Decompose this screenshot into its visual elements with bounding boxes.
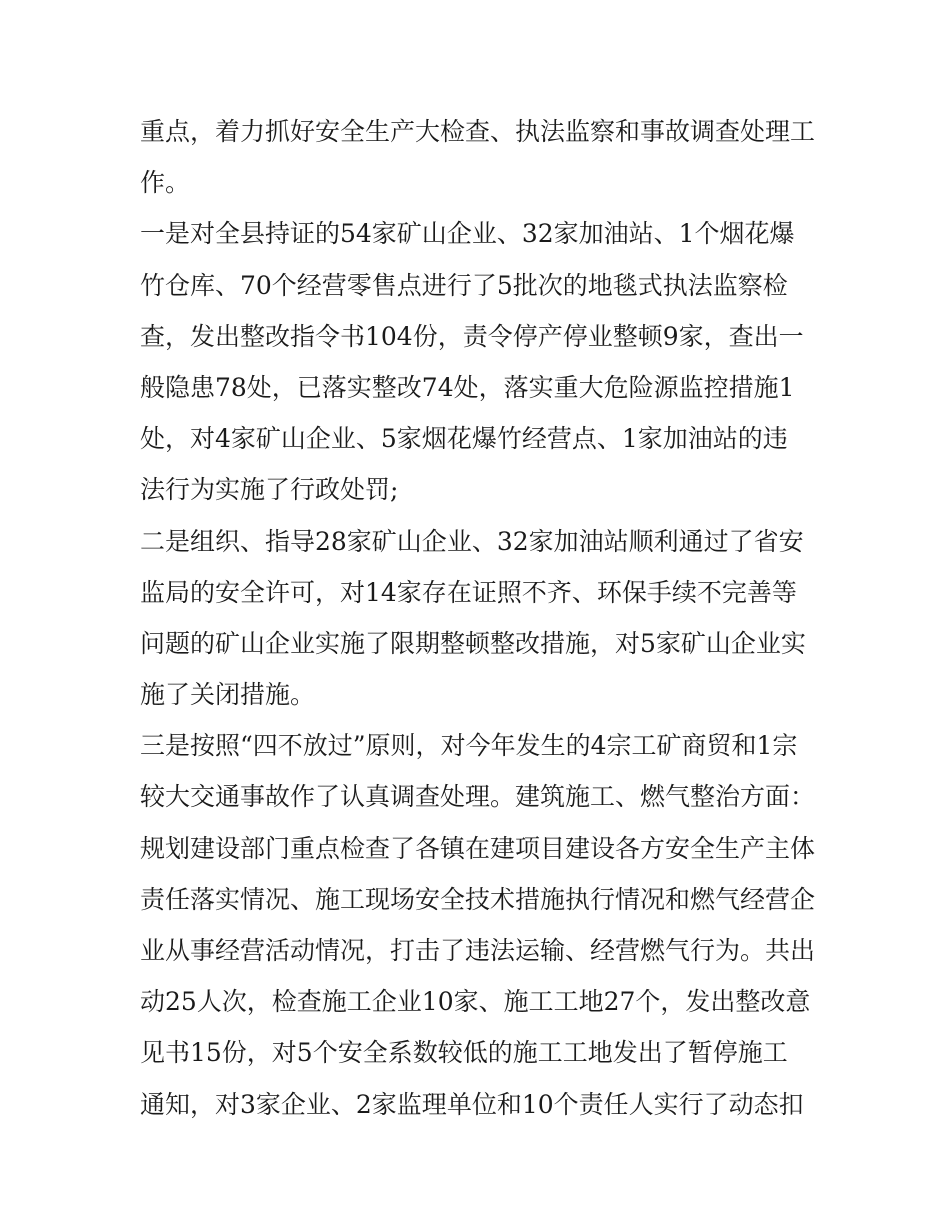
text-line: 重点，着力抓好安全生产大检查、执法监察和事故调查处理工 bbox=[140, 117, 816, 146]
text-line: 查，发出整改指令书104份，责令停产停业整顿9家，查出一 bbox=[140, 321, 804, 351]
text-line: 见书15份，对5个安全系数较低的施工工地发出了暂停施工 bbox=[140, 1038, 788, 1068]
text-line: 竹仓库、70个经营零售点进行了5批次的地毯式执法监察检 bbox=[140, 270, 788, 300]
text-line: 二是组织、指导28家矿山企业、32家加油站顺利通过了省安 bbox=[140, 526, 804, 556]
text-line: 施了关闭措施。 bbox=[140, 680, 316, 710]
text-line: 规划建设部门重点检查了各镇在建项目建设各方安全生产主体 bbox=[140, 833, 816, 863]
paragraph-2 bbox=[140, 208, 820, 515]
text-line: 较大交通事故作了认真调查处理。建筑施工、燃气整治方面： bbox=[140, 782, 816, 812]
paragraph-4 bbox=[140, 720, 820, 1130]
text-line: 三是按照“四不放过”原则，对今年发生的4宗工矿商贸和1宗 bbox=[140, 731, 798, 761]
text-line: 动25人次，检查施工企业10家、施工工地27个，发出整改意 bbox=[140, 987, 811, 1017]
paragraph-1 bbox=[140, 106, 820, 208]
text-line: 处，对4家矿山企业、5家烟花爆竹经营点、1家加油站的违 bbox=[140, 424, 788, 454]
text-line: 业从事经营活动情况，打击了违法运输、经营燃气行为。共出 bbox=[140, 936, 816, 965]
text-line: 作。 bbox=[140, 168, 191, 198]
text-line: 法行为实施了行政处罚; bbox=[140, 475, 399, 505]
text-line: 责任落实情况、施工现场安全技术措施执行情况和燃气经营企 bbox=[140, 884, 816, 914]
text-line: 通知，对3家企业、2家监理单位和10个责任人实行了动态扣 bbox=[140, 1089, 804, 1119]
text-line: 一是对全县持证的54家矿山企业、32家加油站、1个烟花爆 bbox=[140, 219, 795, 249]
document-body bbox=[140, 106, 820, 1130]
text-line: 般隐患78处，已落实整改74处，落实重大危险源监控措施1 bbox=[140, 372, 795, 402]
text-line: 问题的矿山企业实施了限期整顿整改措施，对5家矿山企业实 bbox=[140, 628, 806, 658]
text-line: 监局的安全许可，对14家存在证照不齐、环保手续不完善等 bbox=[140, 577, 797, 607]
paragraph-3 bbox=[140, 516, 820, 721]
